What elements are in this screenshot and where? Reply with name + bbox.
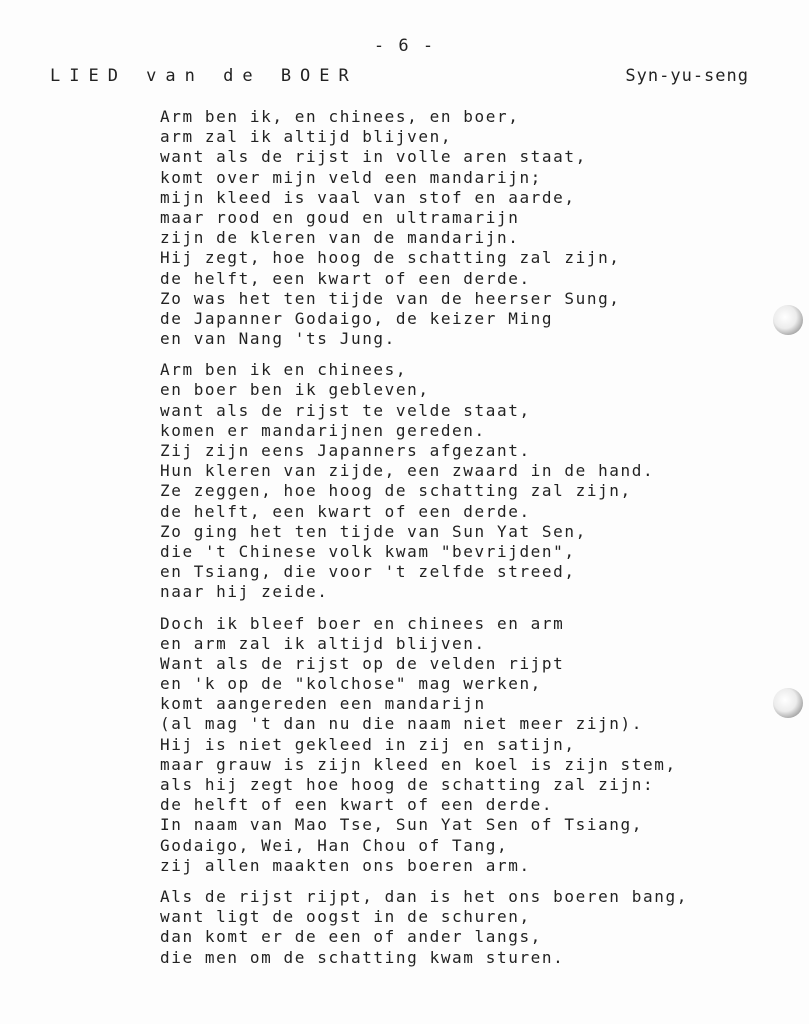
poem-line: Want als de rijst op de velden rijpt xyxy=(160,653,565,673)
poem-line: Hij zegt, hoe hoog de schatting zal zijn, xyxy=(160,248,621,268)
poem-line: Godaigo, Wei, Han Chou of Tang, xyxy=(160,835,509,855)
poem-line: en boer ben ik gebleven, xyxy=(160,380,430,400)
poem-line: maar rood en goud en ultramarijn xyxy=(160,207,520,227)
poem-line: Arm ben ik en chinees, xyxy=(160,360,408,380)
poem-line: Arm ben ik, en chinees, en boer, xyxy=(160,107,520,126)
poem-line: dan komt er de een of ander langs, xyxy=(160,927,542,947)
poem-line: want als de rijst in volle aren staat, xyxy=(160,147,587,167)
poem-line: zijn de kleren van de mandarijn. xyxy=(160,228,520,248)
poem-author: Syn-yu-seng xyxy=(625,66,749,86)
poem-line: Doch ik bleef boer en chinees en arm xyxy=(160,613,565,633)
poem-line: de Japanner Godaigo, de keizer Ming xyxy=(160,308,554,328)
poem-line: die men om de schatting kwam sturen. xyxy=(160,947,565,967)
stanza-1 xyxy=(160,107,688,349)
poem-line: en Tsiang, die voor 't zelfde streed, xyxy=(160,562,576,582)
poem-line: komt over mijn veld een mandarijn; xyxy=(160,167,542,187)
stanza-2 xyxy=(160,360,688,602)
poem-line: Als de rijst rijpt, dan is het ons boeren bang, xyxy=(160,886,688,906)
poem-line: Hij is niet gekleed in zij en satijn, xyxy=(160,734,576,754)
page-number: - 6 - xyxy=(373,36,436,56)
poem-line: komen er mandarijnen gereden. xyxy=(160,420,486,440)
poem-body xyxy=(160,107,688,979)
poem-line: de helft, een kwart of een derde. xyxy=(160,268,531,288)
poem-line: en arm zal ik altijd blijven. xyxy=(160,633,486,653)
poem-line: naar hij zeide. xyxy=(160,582,329,602)
poem-line: Zo ging het ten tijde van Sun Yat Sen, xyxy=(160,521,587,541)
poem-line: en 'k op de "kolchose" mag werken, xyxy=(160,674,542,694)
poem-line: komt aangereden een mandarijn xyxy=(160,694,486,714)
punch-hole xyxy=(773,688,803,718)
poem-line: (al mag 't dan nu die naam niet meer zijn). xyxy=(160,714,644,734)
stanza-3 xyxy=(160,614,688,876)
punch-hole xyxy=(773,305,803,335)
poem-line: want ligt de oogst in de schuren, xyxy=(160,907,531,927)
poem-title: LIED van de BOER xyxy=(50,66,358,86)
poem-line: Zo was het ten tijde van de heerser Sung, xyxy=(160,288,621,308)
poem-line: Ze zeggen, hoe hoog de schatting zal zijn, xyxy=(160,481,632,501)
poem-line: arm zal ik altijd blijven, xyxy=(160,127,453,147)
poem-line: zij allen maakten ons boeren arm. xyxy=(160,855,531,875)
poem-line: In naam van Mao Tse, Sun Yat Sen of Tsiang, xyxy=(160,815,644,835)
stanza-4 xyxy=(160,887,688,968)
poem-line: de helft, een kwart of een derde. xyxy=(160,501,531,521)
poem-line: mijn kleed is vaal van stof en aarde, xyxy=(160,187,576,207)
poem-line: die 't Chinese volk kwam "bevrijden", xyxy=(160,541,576,561)
poem-line: Zij zijn eens Japanners afgezant. xyxy=(160,441,531,460)
poem-line: maar grauw is zijn kleed en koel is zijn stem, xyxy=(160,754,677,774)
poem-line: en van Nang 'ts Jung. xyxy=(160,329,396,349)
poem-line: Hun kleren van zijde, een zwaard in de hand. xyxy=(160,461,655,481)
poem-line: want als de rijst te velde staat, xyxy=(160,400,531,420)
poem-line: als hij zegt hoe hoog de schatting zal zijn: xyxy=(160,775,655,794)
poem-line: de helft of een kwart of een derde. xyxy=(160,795,554,815)
